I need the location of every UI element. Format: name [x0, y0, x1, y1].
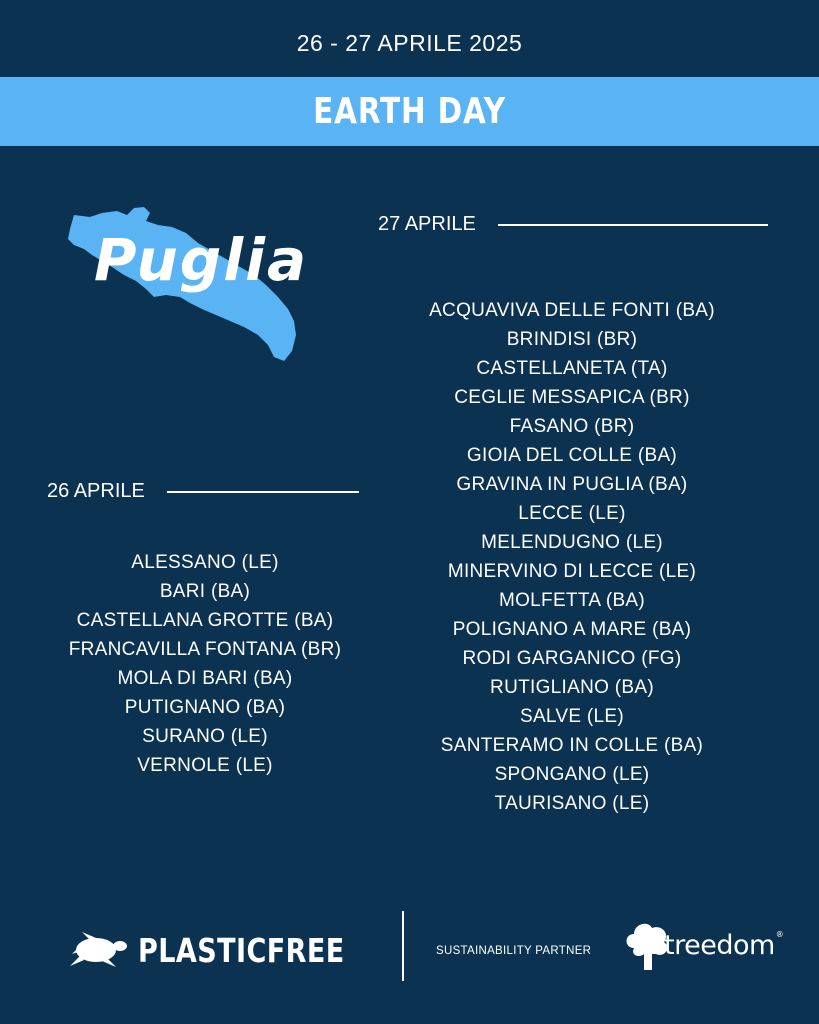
list-item: ALESSANO (LE) — [131, 552, 279, 573]
list-item: BARI (BA) — [159, 581, 251, 602]
list-item: FRANCAVILLA FONTANA (BR) — [68, 639, 342, 660]
list-item: MOLA DI BARI (BA) — [117, 668, 293, 689]
list-item: ACQUAVIVA DELLE FONTI (BA) — [429, 300, 715, 321]
day2-heading — [378, 213, 768, 236]
list-item: BRINDISI (BR) — [506, 329, 638, 350]
list-item: CEGLIE MESSAPICA (BR) — [454, 387, 690, 408]
footer-divider — [402, 911, 404, 981]
date-range: 26 - 27 APRILE 2025 — [296, 30, 523, 56]
turtle-icon — [70, 930, 130, 970]
day1-label: 26 APRILE — [47, 480, 145, 502]
day1-heading — [47, 480, 359, 503]
list-item: SPONGANO (LE) — [494, 764, 650, 785]
day2-label: 27 APRILE — [378, 213, 476, 235]
list-item: GRAVINA IN PUGLIA (BA) — [456, 474, 688, 495]
list-item: RODI GARGANICO (FG) — [462, 648, 682, 669]
list-item: MOLFETTA (BA) — [498, 590, 646, 611]
region-name: Puglia — [94, 226, 309, 294]
partner-wordmark: treedom — [664, 929, 775, 961]
list-item: RUTIGLIANO (BA) — [490, 677, 654, 698]
list-item: LECCE (LE) — [518, 503, 626, 524]
partner-label: SUSTAINABILITY PARTNER — [436, 945, 592, 957]
title-banner — [0, 77, 819, 146]
list-item: POLIGNANO A MARE (BA) — [452, 619, 692, 640]
list-item: GIOIA DEL COLLE (BA) — [466, 445, 678, 466]
list-item: MINERVINO DI LECCE (LE) — [447, 561, 697, 582]
registered-mark: ® — [775, 929, 784, 939]
day1-location-list — [30, 548, 380, 780]
list-item: MELENDUGNO (LE) — [481, 532, 663, 553]
list-item: FASANO (BR) — [509, 416, 635, 437]
plasticfree-logo — [70, 930, 390, 970]
day2-divider — [498, 224, 768, 226]
page-title: EARTH DAY — [313, 91, 506, 132]
list-item: TAURISANO (LE) — [494, 793, 650, 814]
treedom-logo — [622, 918, 783, 972]
list-item: SALVE (LE) — [519, 706, 625, 727]
day1-divider — [167, 491, 359, 493]
list-item: CASTELLANA GROTTE (BA) — [76, 610, 334, 631]
list-item: VERNOLE (LE) — [137, 755, 273, 776]
brand-name: PLASTICFREE — [138, 930, 345, 970]
list-item: CASTELLANETA (TA) — [476, 358, 668, 379]
list-item: SURANO (LE) — [142, 726, 268, 747]
partner-name — [664, 930, 783, 961]
list-item: PUTIGNANO (BA) — [124, 697, 286, 718]
list-item: SANTERAMO IN COLLE (BA) — [440, 735, 704, 756]
day2-location-list — [392, 296, 752, 818]
